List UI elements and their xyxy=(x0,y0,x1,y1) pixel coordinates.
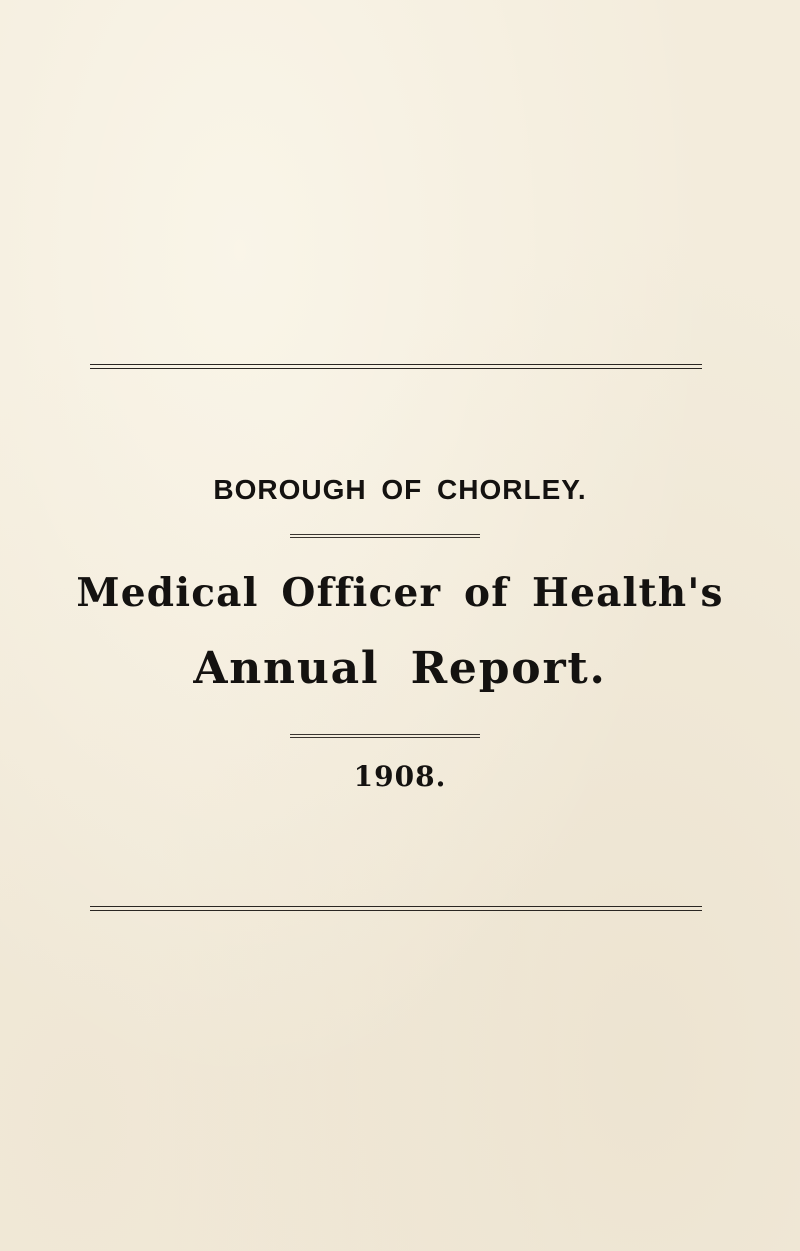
upper-short-rule xyxy=(290,534,480,538)
report-title-line-1: Medical Officer of Health's xyxy=(76,570,724,616)
bottom-double-rule xyxy=(90,906,702,911)
report-year: 1908. xyxy=(353,760,447,793)
borough-heading: BOROUGH OF CHORLEY. xyxy=(213,474,587,505)
top-double-rule xyxy=(90,364,702,369)
lower-short-rule xyxy=(290,734,480,738)
report-title-line-2: Annual Report. xyxy=(193,643,607,694)
